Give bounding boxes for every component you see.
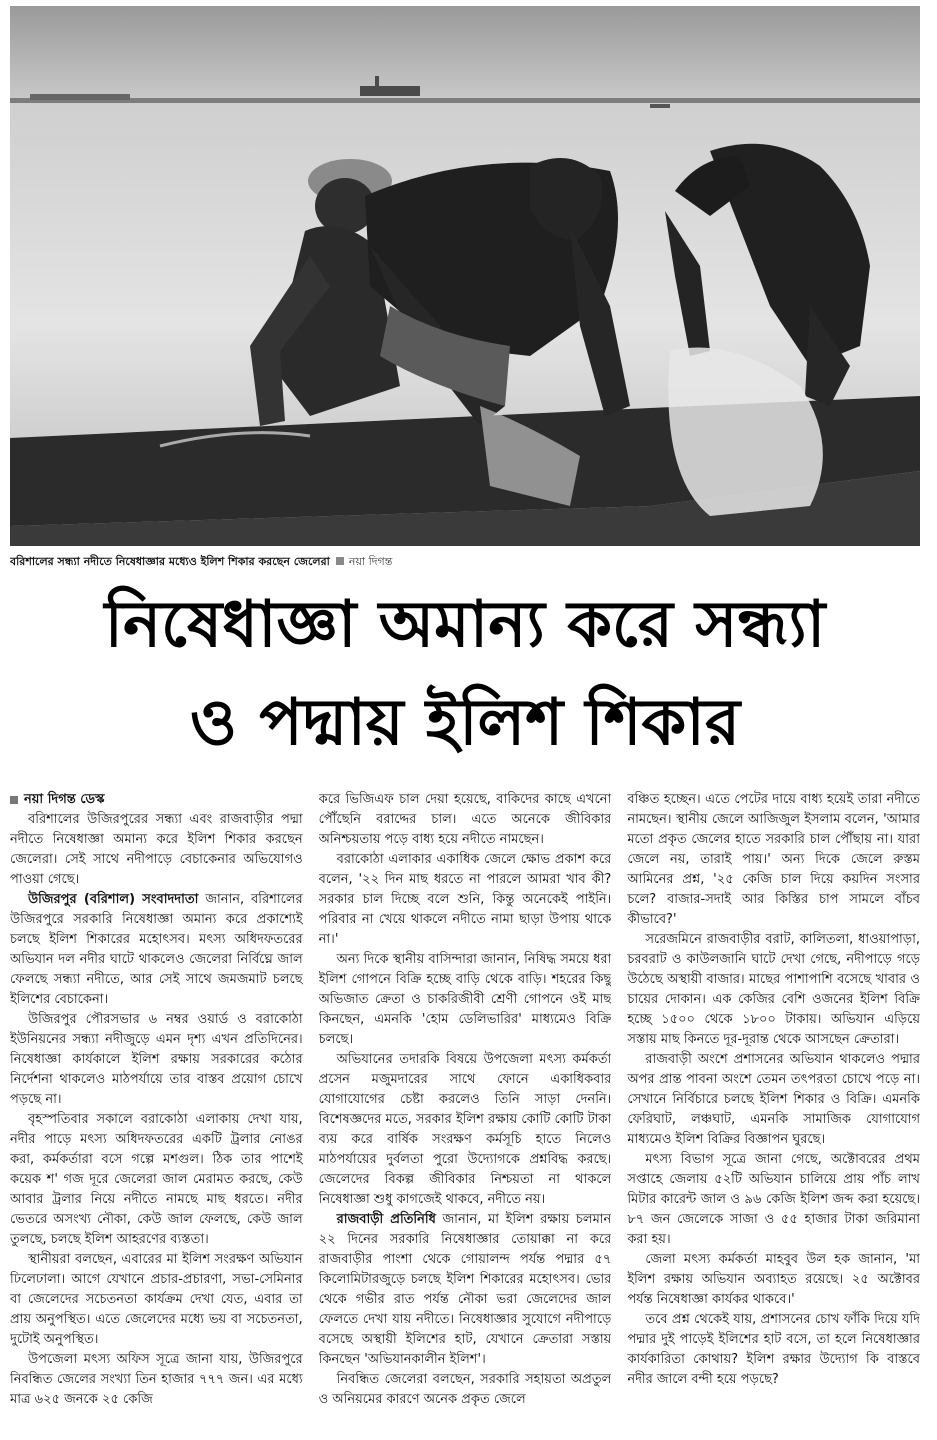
paragraph: মৎস্য বিভাগ সূত্রে জানা গেছে, অক্টোবরের প্রথম সপ্তাহে জেলায় ৫২টি অভিযান চালিয়ে প্রায় পাঁচ লাখ মিটার কারেন্ট জাল ও ৯৬ কেজি ইলিশ জব্দ করা হয়েছে। ৮৭ জন জেলেকে সাজা ও ৫৫ হাজার টাকা জরিমানা করা হয়।	[627, 1152, 920, 1247]
dateline: রাজবাড়ী প্রতিনিধি	[336, 1212, 436, 1227]
caption-text: বরিশালের সন্ধ্যা নদীতে নিষেধাজ্ঞার মধ্যেও ইলিশ শিকার করছেন জেলেরা	[10, 555, 330, 568]
paragraph: রাজবাড়ী অংশে প্রশাসনের অভিযান থাকলেও পদ্মার অপর প্রান্ত পাবনা অংশে তেমন তৎপরতা চোখে পড়ে না। সেখানে নির্বিচারে চলছে ইলিশ শিকার ও বিক্রি। এমনকি ফেরিঘাট, লঞ্চঘাট, এমনকি সামাজিক যোগাযোগ মাধ্যমেও ইলিশ বিক্রির বিজ্ঞাপন ঘুরছে।	[627, 1052, 920, 1147]
headline	[10, 576, 920, 781]
paragraph: স্থানীয়রা বলছেন, এবারের মা ইলিশ সংরক্ষণ অভিযান ঢিলেঢালা। আগে যেখানে প্রচার-প্রচারণা, সভা-সেমিনার বা জেলেদের সচেতনতা কার্যক্রম দেখা যেত, এবার তা প্রায় অনুপস্থিত। এতে জেলেদের মধ্যে ভয় বা সচেতনতা, দুটোই অনুপস্থিত।	[10, 1252, 303, 1347]
paragraph: অন্য দিকে স্থানীয় বাসিন্দারা জানান, নিষিদ্ধ সময়ে ধরা ইলিশ গোপনে বিক্রি হচ্ছে বাড়ি থেকে বাড়ি। শহরের কিছু অভিজাত ক্রেতা ও চাকরিজীবী শ্রেণী গোপনে ওই মাছ কিনছেন, এমনকি 'হোম ডেলিভারির' মাধ্যমেও বিক্রি চলছে।	[318, 952, 612, 1047]
paragraph: সরেজমিনে রাজবাড়ীর বরাট, কালিতলা, ধাওয়াপাড়া, চরবরাট ও কাউলজানি ঘাটে দেখা গেছে, নদীপাড়ে গড়ে উঠেছে অস্থায়ী বাজার। মাছের পাশাপাশি বসেছে খাবার ও চায়ের দোকান। এক কেজির বেশি ওজনের ইলিশ বিক্রি হচ্ছে ১৫০০ থেকে ১৮০০ টাকায়। অভিযান এড়িয়ে সস্তায় মাছ কিনতে দূর-দূরান্ত থেকে আসছেন ক্রেতারা।	[627, 932, 920, 1047]
paragraph: করে ভিজিএফ চাল দেয়া হয়েছে, বাকিদের কাছে এখনো পৌঁছেনি বরাদ্দের চাল। এতে অনেকে জীবিকার অনিশ্চয়তায় পড়ে বাধ্য হয়ে নদীতে নামছেন।	[318, 792, 612, 847]
byline-row	[10, 790, 303, 810]
paragraph: বৃহস্পতিবার সকালে বরাকোঠা এলাকায় দেখা যায়, নদীর পাড়ে মৎস্য অধিদফতরের একটি ট্রলার নোঙর করা, কর্মকর্তারা বসে গল্পে মশগুল। ঠিক তার পাশেই কয়েক শ' গজ দূরে জেলেরা জাল মেরামত করছে, কেউ আবার ট্রলার নিয়ে নদীতে নামছে মাছ ধরতে। নদীর ভেতরে অসংখ্য নৌকা, কেউ জাল ফেলছে, কেউ জাল তুলছে, চলছে ইলিশ আহরণের ব্যস্ততা।	[10, 1112, 303, 1247]
article-column-3	[627, 790, 920, 1430]
paragraph: উপজেলা মৎস্য অফিস সূত্রে জানা যায়, উজিরপুরে নিবন্ধিত জেলের সংখ্যা তিন হাজার ৭৭৭ জন। এর মধ্যে মাত্র ৬২৫ জনকে ২৫ কেজি	[10, 1352, 303, 1407]
paragraph	[319, 1210, 612, 1370]
paragraph	[10, 890, 303, 1010]
paragraph-text: জানান, মা ইলিশ রক্ষায় চলমান ২২ দিনের সরকারি নিষেধাজ্ঞার তোয়াক্কা না করে রাজবাড়ীর পাংশা থেকে গোয়ালন্দ পর্যন্ত পদ্মার ৫৭ কিলোমিটারজুড়ে চলছে ইলিশ শিকারের মহোৎসব। ভোর থেকে গভীর রাত পর্যন্ত নৌকা ভরা জেলেদের জাল ফেলতে দেখা যায় নদীতে। নিষেধাজ্ঞার সুযোগে নদীপাড়ে বসেছে অস্থায়ী ইলিশের হাট, যেখানে ক্রেতারা সস্তায় কিনছেন 'অভিযানকালীন ইলিশ'।	[318, 1212, 612, 1367]
paragraph: বরাকোঠা এলাকার একাধিক জেলে ক্ষোভ প্রকাশ করে বলেন, '২২ দিন মাছ ধরতে না পারলে আমরা খাব কী? সরকার চাল দিচ্ছে বলে শুনি, কিন্তু অনেকেই পাইনি। পরিবার না খেয়ে থাকলে নদীতে নামা ছাড়া উপায় থাকে না।'	[318, 852, 612, 947]
fishermen-photo	[10, 6, 920, 546]
paragraph: উজিরপুর পৌরসভার ৬ নম্বর ওয়ার্ড ও বরাকোঠা ইউনিয়নের সন্ধ্যা নদীজুড়ে এমন দৃশ্য এখন প্রতিদিনের। নিষেধাজ্ঞা কার্যকালে ইলিশ রক্ষায় সরকারের কঠোর নির্দেশনা থাকলেও মাঠপর্যায়ে তার বাস্তব প্রয়োগ চোখে পড়ছে না।	[10, 1012, 303, 1107]
headline-line-2: ও পদ্মায় ইলিশ শিকার	[189, 686, 741, 760]
photo-caption	[10, 553, 920, 571]
paragraph-text: জানান, বরিশালের উজিরপুরে সরকারি নিষেধাজ্ঞা অমান্য করে প্রকাশ্যেই চলছে ইলিশ শিকারের মহোৎসব। মৎস্য অধিদফতরের অভিযান দল নদীর ঘাটে থাকলেও জেলেরা নির্বিঘ্নে জাল ফেলছে সন্ধ্যা নদীতে, আর সেই সাথে জমজমাট চলছে ইলিশের বেচাকেনা।	[10, 892, 303, 1007]
paragraph: জেলা মৎস্য কর্মকর্তা মাহবুব উল হক জানান, 'মা ইলিশ রক্ষায় অভিযান অব্যাহত রয়েছে। ২৫ অক্টোবর পর্যন্ত নিষেধাজ্ঞা কার্যকর থাকবে।'	[627, 1252, 920, 1307]
caption-separator-icon	[336, 557, 344, 565]
paragraph: নিবন্ধিত জেলেরা বলছেন, সরকারি সহায়তা অপ্রতুল ও অনিয়মের কারণে অনেক প্রকৃত জেলে	[318, 1372, 612, 1407]
paragraph: অভিযানের তদারকি বিষয়ে উপজেলা মৎস্য কর্মকর্তা প্রসেন মজুমদারের সাথে ফোনে একাধিকবার যোগাযোগের চেষ্টা করলেও তিনি সাড়া দেননি। বিশেষজ্ঞদের মতে, সরকার ইলিশ রক্ষায় কোটি কোটি টাকা ব্যয় করে বার্ষিক সংরক্ষণ কর্মসূচি হাতে নিলেও মাঠপর্যায়ের দুর্বলতা পুরো উদ্যোগকে প্রশ্নবিদ্ধ করছে। জেলেদের বিকল্প জীবিকার নিশ্চয়তা না থাকলে নিষেধাজ্ঞা শুধু কাগজেই থাকবে, নদীতে নয়।	[318, 1052, 612, 1207]
byline: নয়া দিগন্ত ডেস্ক	[24, 792, 105, 807]
article-body	[10, 790, 920, 1430]
byline-bullet-icon	[10, 796, 18, 804]
dateline: উজিরপুর (বরিশাল) সংবাদদাতা	[28, 892, 199, 907]
article-column-1	[10, 790, 303, 1430]
article-column-2	[319, 790, 612, 1430]
paragraph: বরিশালের উজিরপুরের সন্ধ্যা এবং রাজবাড়ীর পদ্মা নদীতে নিষেধাজ্ঞা অমান্য করে ইলিশ শিকার করছেন জেলেরা। সেই সাথে নদীপাড়ে বেচাকেনার অভিযোগও পাওয়া গেছে।	[10, 812, 303, 887]
paragraph: বঞ্চিত হচ্ছেন। এতে পেটের দায়ে বাধ্য হয়েই তারা নদীতে নামছেন। স্থানীয় জেলে আজিজুল ইসলাম বলেন, 'আমার মতো প্রকৃত জেলের হাতে সরকারি চাল পৌঁছায় না। যারা জেলে নয়, তারাই পায়।' অন্য দিকে জেলে রুস্তম আমিনের প্রশ্ন, '২৫ কেজি চাল দিয়ে কয়দিন সংসার চলে? বাজার-সদাই আর কিস্তির চাপ সামলে বাঁচব কীভাবে?'	[627, 792, 920, 927]
photo-credit: নয়া দিগন্ত	[348, 555, 393, 568]
headline-line-1: নিষেধাজ্ঞা অমান্য করে সন্ধ্যা	[104, 588, 826, 662]
paragraph: তবে প্রশ্ন থেকেই যায়, প্রশাসনের চোখ ফাঁকি দিয়ে যদি পদ্মার দুই পাড়েই ইলিশের হাট বসে, তা হলে নিষেধাজ্ঞার কার্যকারিতা কোথায়? ইলিশ রক্ষার উদ্যোগ কি বাস্তবে নদীর জালে বন্দী হয়ে পড়ছে?	[627, 1312, 920, 1387]
